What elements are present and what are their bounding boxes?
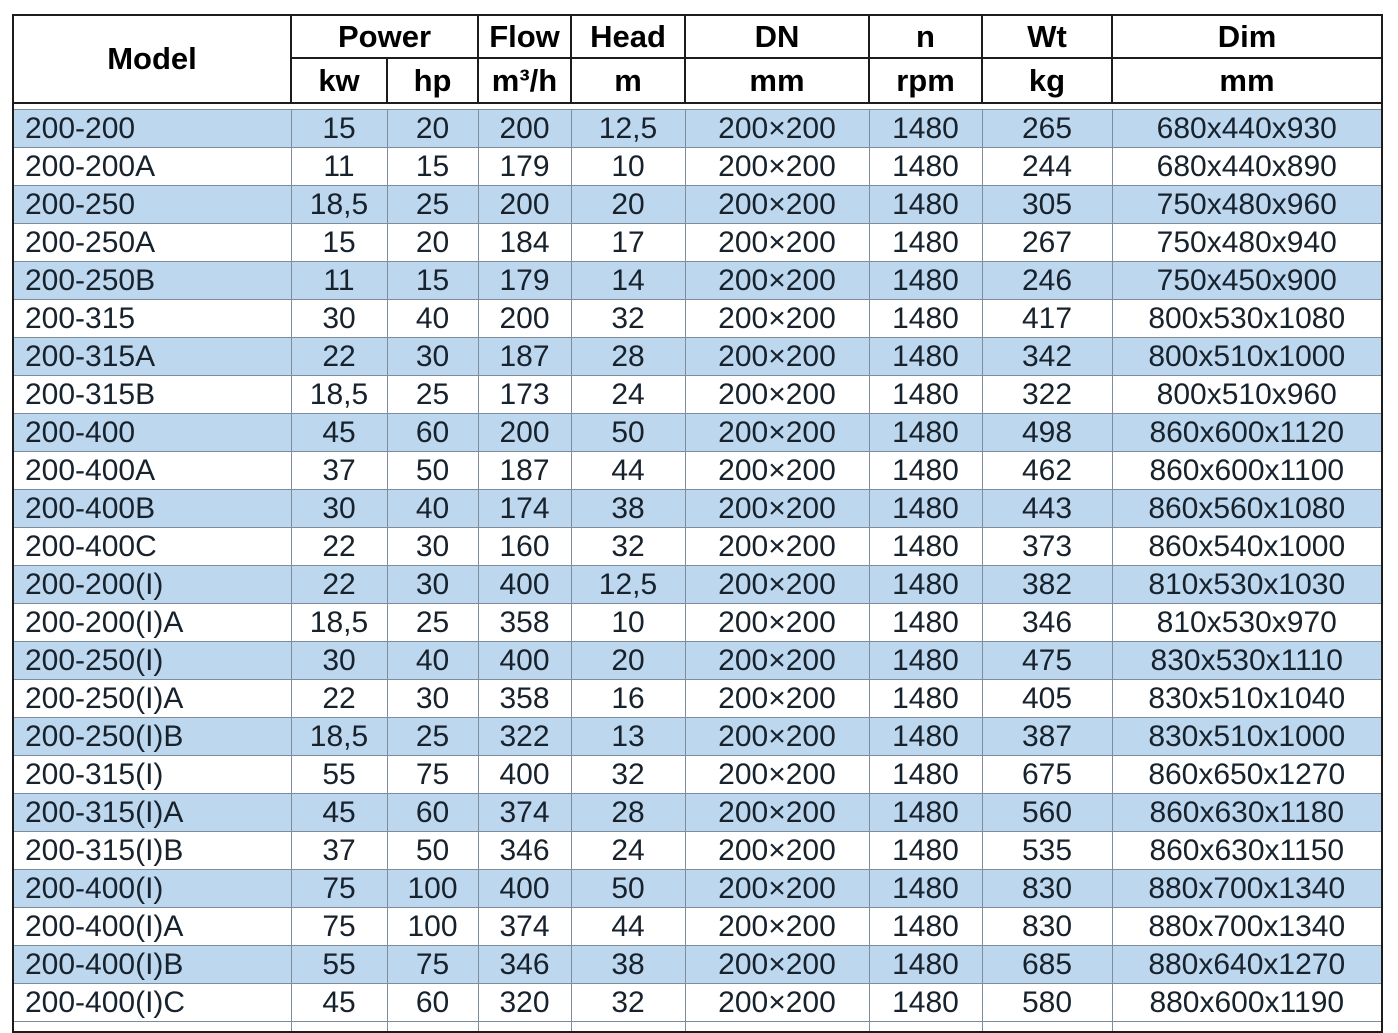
cell-dn: 200×200 xyxy=(685,300,869,338)
cell-n: 1480 xyxy=(869,186,982,224)
cell-model: 200-315(I) xyxy=(13,756,291,794)
cell-dn: 200×200 xyxy=(685,186,869,224)
table-row xyxy=(13,376,1382,414)
cell-flow: 400 xyxy=(478,756,571,794)
cell-flow: 400 xyxy=(478,566,571,604)
cell-power-kw: 11 xyxy=(291,262,387,300)
cell-power-kw: 11 xyxy=(291,148,387,186)
cell-dn: 200×200 xyxy=(685,946,869,984)
cell-model: 200-200A xyxy=(13,148,291,186)
cell-n: 1480 xyxy=(869,452,982,490)
cell-power-hp: 30 xyxy=(387,528,478,566)
cell-flow: 187 xyxy=(478,338,571,376)
cell-n: 1480 xyxy=(869,642,982,680)
cell-dim: 860x650x1270 xyxy=(1112,756,1382,794)
cell-power-hp: 100 xyxy=(387,908,478,946)
cell-wt: 322 xyxy=(982,376,1112,414)
cell-power-kw: 75 xyxy=(291,908,387,946)
cell-model: 200-250 xyxy=(13,186,291,224)
cell-dn: 200×200 xyxy=(685,338,869,376)
cell-power-hp: 60 xyxy=(387,984,478,1022)
cell-power-hp: 25 xyxy=(387,186,478,224)
cell-n: 1480 xyxy=(869,338,982,376)
table-row xyxy=(13,490,1382,528)
cell-dim: 830x510x1000 xyxy=(1112,718,1382,756)
cell-power-kw: 22 xyxy=(291,338,387,376)
header-row-labels xyxy=(13,15,1382,58)
cell-dn: 200×200 xyxy=(685,870,869,908)
cell-model: 200-315B xyxy=(13,376,291,414)
table-row xyxy=(13,262,1382,300)
cell-wt: 685 xyxy=(982,946,1112,984)
cell-model: 200-250B xyxy=(13,262,291,300)
cell-wt: 830 xyxy=(982,908,1112,946)
cell-n xyxy=(869,1022,982,1033)
cell-head: 12,5 xyxy=(571,566,685,604)
cell-power-hp: 25 xyxy=(387,376,478,414)
cell-wt: 405 xyxy=(982,680,1112,718)
cell-wt: 267 xyxy=(982,224,1112,262)
header-wt: Wt xyxy=(982,15,1112,58)
cell-power-hp: 60 xyxy=(387,794,478,832)
cell-head: 13 xyxy=(571,718,685,756)
cell-dim: 860x560x1080 xyxy=(1112,490,1382,528)
cell-power-hp: 30 xyxy=(387,566,478,604)
cell-flow: 173 xyxy=(478,376,571,414)
cell-dn: 200×200 xyxy=(685,110,869,148)
cell-flow: 200 xyxy=(478,414,571,452)
header-n: n xyxy=(869,15,982,58)
cell-model: 200-200 xyxy=(13,110,291,148)
cell-power-kw: 18,5 xyxy=(291,718,387,756)
cell-wt: 342 xyxy=(982,338,1112,376)
cell-dim: 880x640x1270 xyxy=(1112,946,1382,984)
cell-power-kw: 18,5 xyxy=(291,186,387,224)
cell-wt: 244 xyxy=(982,148,1112,186)
table-row xyxy=(13,452,1382,490)
cell-dim: 810x530x1030 xyxy=(1112,566,1382,604)
cell-wt: 475 xyxy=(982,642,1112,680)
cell-n: 1480 xyxy=(869,414,982,452)
header-flow: Flow xyxy=(478,15,571,58)
cell-power-hp: 15 xyxy=(387,262,478,300)
header-unit-head: m xyxy=(571,58,685,103)
cell-n: 1480 xyxy=(869,946,982,984)
cell-head: 16 xyxy=(571,680,685,718)
cell-flow: 179 xyxy=(478,262,571,300)
cell-power-kw: 55 xyxy=(291,756,387,794)
cell-head: 32 xyxy=(571,756,685,794)
cell-wt: 373 xyxy=(982,528,1112,566)
cell-head: 28 xyxy=(571,794,685,832)
cell-power-kw: 30 xyxy=(291,642,387,680)
table-row xyxy=(13,300,1382,338)
cell-power-hp: 20 xyxy=(387,224,478,262)
cell-power-kw: 30 xyxy=(291,490,387,528)
cell-n: 1480 xyxy=(869,490,982,528)
table-row xyxy=(13,642,1382,680)
table-row xyxy=(13,566,1382,604)
table-row xyxy=(13,186,1382,224)
table-row xyxy=(13,794,1382,832)
cell-head: 14 xyxy=(571,262,685,300)
cell-power-hp: 50 xyxy=(387,832,478,870)
cell-head: 38 xyxy=(571,490,685,528)
cell-power-hp: 25 xyxy=(387,718,478,756)
cell-wt: 462 xyxy=(982,452,1112,490)
cell-dn: 200×200 xyxy=(685,224,869,262)
header-head: Head xyxy=(571,15,685,58)
cell-n: 1480 xyxy=(869,300,982,338)
header-unit-hp: hp xyxy=(387,58,478,103)
cell-dim: 830x510x1040 xyxy=(1112,680,1382,718)
cell-flow: 200 xyxy=(478,300,571,338)
cell-dim: 880x700x1340 xyxy=(1112,870,1382,908)
cell-power-hp: 75 xyxy=(387,756,478,794)
cell-dn: 200×200 xyxy=(685,490,869,528)
cell-wt: 417 xyxy=(982,300,1112,338)
header-unit-dn: mm xyxy=(685,58,869,103)
cell-n: 1480 xyxy=(869,718,982,756)
cell-flow: 179 xyxy=(478,148,571,186)
cell-head: 50 xyxy=(571,870,685,908)
table-row xyxy=(13,528,1382,566)
cell-dn: 200×200 xyxy=(685,680,869,718)
cell-model: 200-250A xyxy=(13,224,291,262)
header-model: Model xyxy=(13,15,291,103)
cell-head: 32 xyxy=(571,300,685,338)
cell-power-hp: 40 xyxy=(387,490,478,528)
cell-flow: 200 xyxy=(478,110,571,148)
cell-dim: 860x630x1180 xyxy=(1112,794,1382,832)
cell-flow: 174 xyxy=(478,490,571,528)
table-header xyxy=(13,15,1382,110)
cell-model: 200-250(I) xyxy=(13,642,291,680)
cell-model: 200-250(I)A xyxy=(13,680,291,718)
cell-dn: 200×200 xyxy=(685,414,869,452)
cell-n: 1480 xyxy=(869,262,982,300)
table-row xyxy=(13,110,1382,148)
cell-dim: 800x510x1000 xyxy=(1112,338,1382,376)
cell-power-hp: 25 xyxy=(387,604,478,642)
cell-head: 17 xyxy=(571,224,685,262)
cell-model: 200-400B xyxy=(13,490,291,528)
header-unit-flow: m³/h xyxy=(478,58,571,103)
cell-flow: 160 xyxy=(478,528,571,566)
cell-model: 200-315(I)B xyxy=(13,832,291,870)
cell-flow: 187 xyxy=(478,452,571,490)
cell-power-hp xyxy=(387,1022,478,1033)
cell-dim: 860x600x1120 xyxy=(1112,414,1382,452)
cell-power-hp: 30 xyxy=(387,680,478,718)
cell-dim: 680x440x930 xyxy=(1112,110,1382,148)
cell-flow: 374 xyxy=(478,908,571,946)
cell-power-hp: 40 xyxy=(387,642,478,680)
cell-flow: 374 xyxy=(478,794,571,832)
cell-power-hp: 30 xyxy=(387,338,478,376)
table-row xyxy=(13,414,1382,452)
cell-dim: 750x480x960 xyxy=(1112,186,1382,224)
table-row xyxy=(13,984,1382,1022)
cell-dim: 860x540x1000 xyxy=(1112,528,1382,566)
cell-power-kw: 45 xyxy=(291,794,387,832)
cell-n: 1480 xyxy=(869,756,982,794)
cell-dn: 200×200 xyxy=(685,832,869,870)
cell-power-kw xyxy=(291,1022,387,1033)
cell-model xyxy=(13,1022,291,1033)
cell-dim: 800x530x1080 xyxy=(1112,300,1382,338)
cell-power-kw: 18,5 xyxy=(291,604,387,642)
cell-power-kw: 45 xyxy=(291,414,387,452)
cell-head: 10 xyxy=(571,604,685,642)
cell-dn: 200×200 xyxy=(685,718,869,756)
cell-flow: 358 xyxy=(478,604,571,642)
cell-model: 200-400(I) xyxy=(13,870,291,908)
table-row xyxy=(13,870,1382,908)
cell-wt: 498 xyxy=(982,414,1112,452)
cell-n: 1480 xyxy=(869,148,982,186)
cell-dn: 200×200 xyxy=(685,528,869,566)
cell-power-hp: 50 xyxy=(387,452,478,490)
cell-flow: 184 xyxy=(478,224,571,262)
cell-power-kw: 30 xyxy=(291,300,387,338)
table-row xyxy=(13,756,1382,794)
cell-head: 20 xyxy=(571,186,685,224)
cell-power-kw: 55 xyxy=(291,946,387,984)
cell-wt: 535 xyxy=(982,832,1112,870)
cell-model: 200-400(I)C xyxy=(13,984,291,1022)
cell-wt: 830 xyxy=(982,870,1112,908)
cell-dim: 800x510x960 xyxy=(1112,376,1382,414)
cell-dim: 830x530x1110 xyxy=(1112,642,1382,680)
cell-dn: 200×200 xyxy=(685,604,869,642)
cell-dn: 200×200 xyxy=(685,452,869,490)
cell-dim: 750x450x900 xyxy=(1112,262,1382,300)
cell-dn: 200×200 xyxy=(685,642,869,680)
cell-head: 38 xyxy=(571,946,685,984)
header-unit-wt: kg xyxy=(982,58,1112,103)
cell-head xyxy=(571,1022,685,1033)
cell-head: 28 xyxy=(571,338,685,376)
cell-power-kw: 15 xyxy=(291,224,387,262)
cell-wt: 305 xyxy=(982,186,1112,224)
cell-n: 1480 xyxy=(869,110,982,148)
cell-model: 200-400 xyxy=(13,414,291,452)
header-unit-kw: kw xyxy=(291,58,387,103)
header-unit-n: rpm xyxy=(869,58,982,103)
cell-flow: 358 xyxy=(478,680,571,718)
cell-power-hp: 15 xyxy=(387,148,478,186)
cell-dn: 200×200 xyxy=(685,262,869,300)
cell-power-kw: 22 xyxy=(291,528,387,566)
cell-model: 200-200(I)A xyxy=(13,604,291,642)
cell-dim: 750x480x940 xyxy=(1112,224,1382,262)
pump-spec-table xyxy=(12,14,1383,1033)
cell-head: 24 xyxy=(571,376,685,414)
header-unit-dim: mm xyxy=(1112,58,1382,103)
header-dim: Dim xyxy=(1112,15,1382,58)
cell-model: 200-400C xyxy=(13,528,291,566)
cell-n: 1480 xyxy=(869,984,982,1022)
cell-power-hp: 20 xyxy=(387,110,478,148)
cell-head: 44 xyxy=(571,452,685,490)
cell-flow: 322 xyxy=(478,718,571,756)
cell-flow: 400 xyxy=(478,870,571,908)
table-row xyxy=(13,338,1382,376)
cell-n: 1480 xyxy=(869,680,982,718)
cell-wt: 246 xyxy=(982,262,1112,300)
cell-dim: 680x440x890 xyxy=(1112,148,1382,186)
cell-n: 1480 xyxy=(869,908,982,946)
cell-head: 10 xyxy=(571,148,685,186)
cell-model: 200-200(I) xyxy=(13,566,291,604)
cell-dim xyxy=(1112,1022,1382,1033)
cell-head: 50 xyxy=(571,414,685,452)
cell-wt: 387 xyxy=(982,718,1112,756)
cell-power-hp: 60 xyxy=(387,414,478,452)
cell-power-kw: 75 xyxy=(291,870,387,908)
cell-n: 1480 xyxy=(869,376,982,414)
cell-dn: 200×200 xyxy=(685,148,869,186)
cell-head: 32 xyxy=(571,528,685,566)
cell-dim: 880x700x1340 xyxy=(1112,908,1382,946)
header-dn: DN xyxy=(685,15,869,58)
cell-n: 1480 xyxy=(869,794,982,832)
table-row xyxy=(13,908,1382,946)
cell-wt: 560 xyxy=(982,794,1112,832)
cell-model: 200-400(I)B xyxy=(13,946,291,984)
cell-dn xyxy=(685,1022,869,1033)
cell-wt: 346 xyxy=(982,604,1112,642)
cell-model: 200-315(I)A xyxy=(13,794,291,832)
cell-power-kw: 37 xyxy=(291,452,387,490)
cell-model: 200-400(I)A xyxy=(13,908,291,946)
cell-power-kw: 37 xyxy=(291,832,387,870)
cell-dn: 200×200 xyxy=(685,566,869,604)
table-body xyxy=(13,110,1382,1033)
cell-wt: 580 xyxy=(982,984,1112,1022)
cell-head: 44 xyxy=(571,908,685,946)
cell-flow: 320 xyxy=(478,984,571,1022)
cell-power-hp: 75 xyxy=(387,946,478,984)
cell-head: 24 xyxy=(571,832,685,870)
cell-dn: 200×200 xyxy=(685,794,869,832)
cell-dn: 200×200 xyxy=(685,756,869,794)
cell-power-kw: 18,5 xyxy=(291,376,387,414)
cell-dn: 200×200 xyxy=(685,376,869,414)
cell-head: 20 xyxy=(571,642,685,680)
cell-model: 200-315A xyxy=(13,338,291,376)
cell-flow: 400 xyxy=(478,642,571,680)
cell-power-kw: 22 xyxy=(291,566,387,604)
cell-power-kw: 45 xyxy=(291,984,387,1022)
cell-wt: 675 xyxy=(982,756,1112,794)
cell-flow: 200 xyxy=(478,186,571,224)
cell-n: 1480 xyxy=(869,870,982,908)
cell-wt: 265 xyxy=(982,110,1112,148)
cell-n: 1480 xyxy=(869,832,982,870)
header-power: Power xyxy=(291,15,478,58)
table-row xyxy=(13,224,1382,262)
cell-dim: 880x600x1190 xyxy=(1112,984,1382,1022)
cell-wt xyxy=(982,1022,1112,1033)
cell-power-kw: 15 xyxy=(291,110,387,148)
table-row xyxy=(13,680,1382,718)
cell-power-kw: 22 xyxy=(291,680,387,718)
cell-dim: 810x530x970 xyxy=(1112,604,1382,642)
cell-dim: 860x600x1100 xyxy=(1112,452,1382,490)
table-row xyxy=(13,832,1382,870)
cell-head: 32 xyxy=(571,984,685,1022)
table-row xyxy=(13,946,1382,984)
cell-power-hp: 100 xyxy=(387,870,478,908)
cell-model: 200-315 xyxy=(13,300,291,338)
cell-dim: 860x630x1150 xyxy=(1112,832,1382,870)
table-row xyxy=(13,604,1382,642)
table-row xyxy=(13,148,1382,186)
cell-flow xyxy=(478,1022,571,1033)
cell-wt: 382 xyxy=(982,566,1112,604)
cell-n: 1480 xyxy=(869,224,982,262)
cell-n: 1480 xyxy=(869,528,982,566)
cell-dn: 200×200 xyxy=(685,984,869,1022)
cell-wt: 443 xyxy=(982,490,1112,528)
partial-row xyxy=(13,1022,1382,1033)
cell-model: 200-400A xyxy=(13,452,291,490)
cell-power-hp: 40 xyxy=(387,300,478,338)
cell-model: 200-250(I)B xyxy=(13,718,291,756)
table-row xyxy=(13,718,1382,756)
cell-head: 12,5 xyxy=(571,110,685,148)
cell-flow: 346 xyxy=(478,946,571,984)
cell-dn: 200×200 xyxy=(685,908,869,946)
cell-n: 1480 xyxy=(869,604,982,642)
cell-n: 1480 xyxy=(869,566,982,604)
cell-flow: 346 xyxy=(478,832,571,870)
